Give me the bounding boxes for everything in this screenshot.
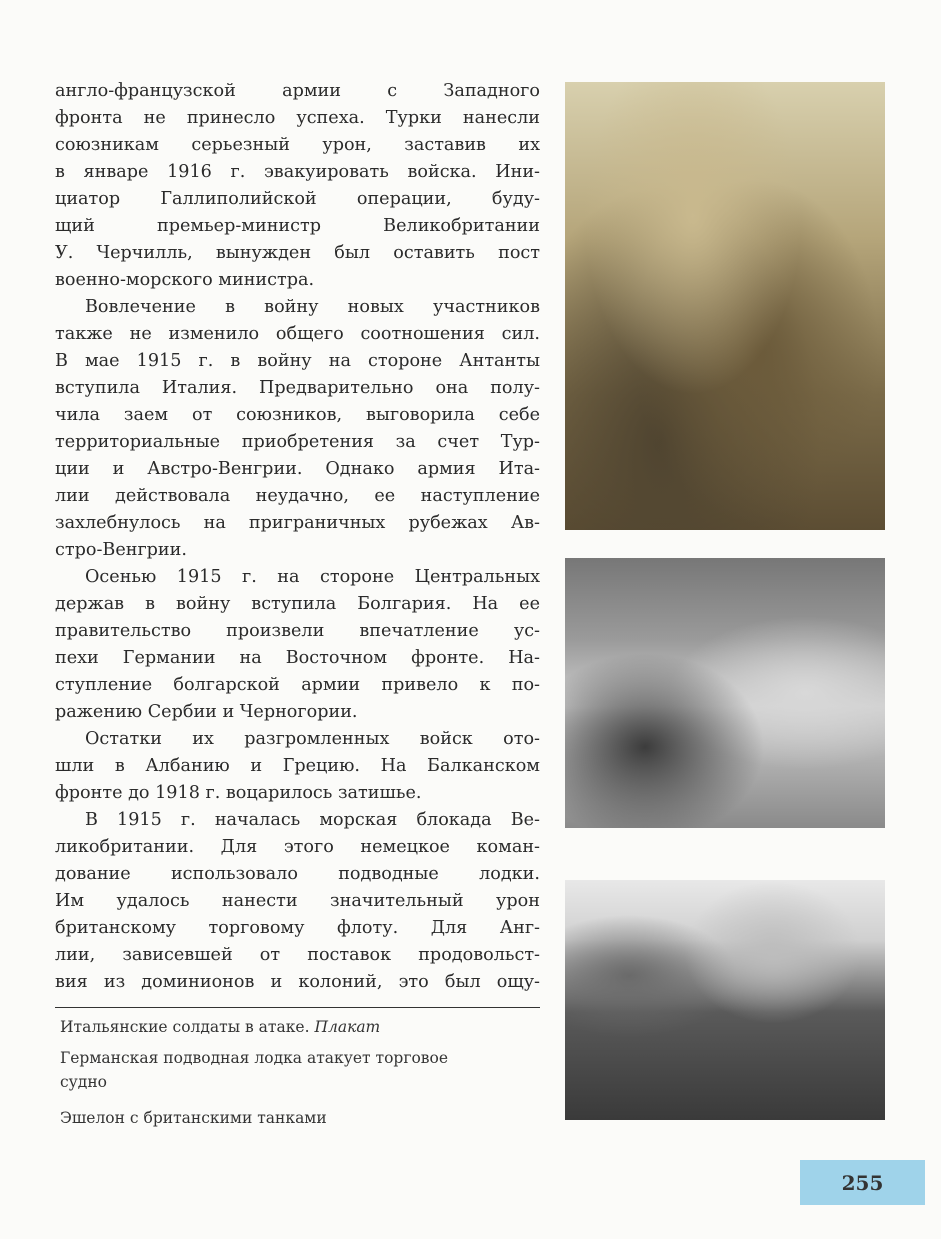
text-line: вия из доминионов и колоний, это был ощу- <box>55 972 540 992</box>
text-line: Осенью 1915 г. на стороне Центральных <box>85 567 540 587</box>
text-line: ликобритании. Для этого немецкое коман- <box>55 837 540 857</box>
text-line: лии действовала неудачно, ее наступление <box>55 486 540 506</box>
text-line: лии, зависевшей от поставок продовольст- <box>55 945 540 965</box>
text-line: пехи Германии на Восточном фронте. На- <box>55 648 540 668</box>
text-line: правительство произвели впечатление ус- <box>55 621 540 641</box>
caption-submarine-line2: судно <box>60 1073 108 1091</box>
text-line: ражению Сербии и Черногории. <box>55 702 358 722</box>
text-line: в январе 1916 г. эвакуировать войска. Ини- <box>55 162 540 182</box>
tank-train-photo <box>565 880 885 1120</box>
text-line: шли в Албанию и Грецию. На Балканском <box>55 756 540 776</box>
text-line: захлебнулось на приграничных рубежах Ав- <box>55 513 540 533</box>
text-line: циатор Галлиполийской операции, буду- <box>55 189 540 209</box>
text-line: также не изменило общего соотношения сил. <box>55 324 540 344</box>
text-line: союзникам серьезный урон, заставив их <box>55 135 540 155</box>
caption-poster-type: Плакат <box>314 1018 381 1036</box>
text-line: В 1915 г. началась морская блокада Ве- <box>85 810 540 830</box>
text-line: англо-французской армии с Западного <box>55 81 540 101</box>
page-number: 255 <box>800 1160 925 1205</box>
text-line: военно-морского министра. <box>55 270 315 290</box>
text-line: фронте до 1918 г. воцарилось затишье. <box>55 783 422 803</box>
text-line: ции и Австро-Венгрии. Однако армия Ита- <box>55 459 540 479</box>
text-line: территориальные приобретения за счет Тур- <box>55 432 540 452</box>
text-line: британскому торговому флоту. Для Анг- <box>55 918 540 938</box>
text-line: Вовлечение в войну новых участников <box>85 297 540 317</box>
caption-poster-text: Итальянские солдаты в атаке. <box>60 1018 315 1036</box>
submarine-attack-photo <box>565 558 885 828</box>
italian-soldiers-poster-image <box>565 82 885 530</box>
caption-submarine <box>60 1046 540 1094</box>
text-line: чила заем от союзников, выговорила себе <box>55 405 540 425</box>
text-line: дование использовало подводные лодки. <box>55 864 540 884</box>
caption-tanks: Эшелон с британскими танками <box>60 1109 327 1127</box>
body-text <box>55 78 540 996</box>
text-line: ступление болгарской армии привело к по- <box>55 675 540 695</box>
text-line: В мае 1915 г. в войну на стороне Антанты <box>55 351 540 371</box>
text-line: фронта не принесло успеха. Турки нанесли <box>55 108 540 128</box>
text-line: стро-Венгрии. <box>55 540 187 560</box>
caption-submarine-line1: Германская подводная лодка атакует торговое <box>60 1049 449 1067</box>
text-line: У. Черчилль, вынужден был оставить пост <box>55 243 540 263</box>
caption-divider <box>55 1007 540 1008</box>
text-line: Им удалось нанести значительный урон <box>55 891 540 911</box>
caption-poster <box>60 1015 540 1039</box>
text-line: Остатки их разгромленных войск ото- <box>85 729 540 749</box>
text-line: держав в войну вступила Болгария. На ее <box>55 594 540 614</box>
text-line: щий премьер-министр Великобритании <box>55 216 540 236</box>
text-line: вступила Италия. Предварительно она полу- <box>55 378 540 398</box>
